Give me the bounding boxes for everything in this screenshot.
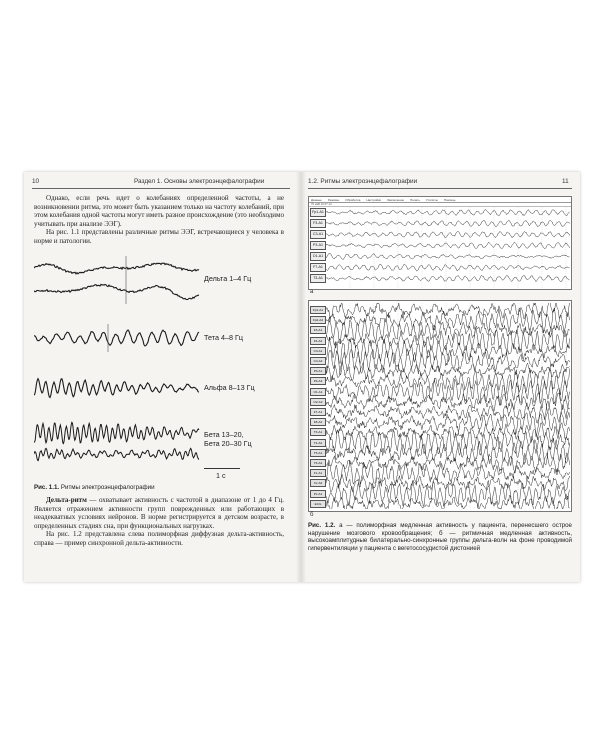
rhythm-alpha <box>34 370 284 406</box>
beta-label <box>204 430 252 448</box>
panel-b-letter: б <box>310 512 314 518</box>
alpha-label: Альфа 8–13 Гц <box>204 383 255 392</box>
paragraph-4: На рис. 1.2 представлена слева полиморфная диффузная дельта-активность, справа — пример синхронной дельта-активности. <box>34 530 284 547</box>
channel-label[interactable]: Cz-A2 <box>310 479 326 487</box>
eeg-traces-b <box>326 303 570 509</box>
channel-label[interactable]: F8-A2 <box>310 418 326 426</box>
left-running-head: Раздел 1. Основы электроэнцефалографии <box>134 178 265 185</box>
eeg-channel-trace <box>326 494 570 509</box>
right-running-head: 1.2. Ритмы электроэнцефалографии <box>308 178 418 185</box>
right-header-rule <box>308 188 572 189</box>
channel-label[interactable]: O1-A1 <box>310 252 326 261</box>
channel-label[interactable]: Pz-A1 <box>310 490 326 498</box>
eeg-channel-trace <box>326 379 570 405</box>
eeg-menu-item[interactable]: Помощь <box>443 197 456 202</box>
left-page-number: 10 <box>32 178 40 185</box>
eeg-channel-trace <box>326 275 570 282</box>
theta-label: Тета 4–8 Гц <box>204 333 243 342</box>
caption-number: Рис. 1.1. <box>34 484 60 491</box>
eeg-channel-trace <box>326 480 570 508</box>
channel-label[interactable]: T3-A1 <box>310 274 326 283</box>
paragraph-3: — охватывает активность с частотой в диапазоне от 1 до 4 Гц. Является отражением активности групп поврежденных или работающих в неадекватных условиях нейронов. В норме регистрируется в детском возрасте, в определенных стадиях сна, при функциональных нагрузках. <box>34 496 284 530</box>
eeg-channel-trace <box>326 253 570 259</box>
channel-label[interactable]: C3-A1 <box>310 347 326 355</box>
eeg-menu-item[interactable]: Утилиты <box>425 197 438 202</box>
beta-label-line-2: Бета 20–30 Гц <box>204 439 252 448</box>
left-body-top <box>34 194 284 246</box>
time-scale-bar <box>204 468 240 469</box>
eeg-channel-trace <box>326 220 570 226</box>
channel-label[interactable]: F3-A1 <box>310 219 326 228</box>
channel-label[interactable]: O2-A2 <box>310 398 326 406</box>
channel-label[interactable]: T4-A2 <box>310 439 326 447</box>
channel-label[interactable]: Fp2-A2 <box>310 316 326 324</box>
channel-label[interactable]: C3-A1 <box>310 230 326 239</box>
channel-label[interactable]: T6-A2 <box>310 459 326 467</box>
channel-label[interactable]: O1-A1 <box>310 388 326 396</box>
eeg-menu-item[interactable]: Настройки <box>366 197 382 202</box>
eeg-traces-a <box>326 207 570 289</box>
time-scale-label: 1 с <box>216 471 226 480</box>
caption-text: Ритмы электроэнцефалографии <box>60 484 155 491</box>
eeg-toolbar: 76 мкВ 10.07.14 <box>309 202 571 207</box>
channel-label[interactable]: F4-A2 <box>310 337 326 345</box>
left-body-bottom <box>34 496 284 548</box>
eeg-channel-trace <box>326 231 570 237</box>
delta-label: Дельта 1–4 Гц <box>204 274 252 283</box>
eeg-channel-trace <box>326 264 570 271</box>
channel-label[interactable]: C4-A2 <box>310 357 326 365</box>
eeg-channel-trace <box>326 303 570 319</box>
beta-trace-2 <box>34 448 199 460</box>
right-page <box>304 172 580 582</box>
theta-trace <box>34 330 199 346</box>
eeg-channel-trace <box>326 242 570 249</box>
channel-label[interactable]: P4-A2 <box>310 377 326 385</box>
eeg-channel-trace <box>326 474 570 492</box>
channel-label[interactable]: P3-A1 <box>310 241 326 250</box>
alpha-trace <box>34 379 199 398</box>
paragraph-1: Однако, если речь идет о колебаниях определенной частоты, а не возникновении ритма, это может быть указанием только на частоту колебаний, при этом колебания одной частоты могут иметь разное происхождение (это необходимо учитывать при анализе ЭЭГ). <box>34 194 284 228</box>
channel-label[interactable]: Fz-A1 <box>310 469 326 477</box>
delta-trace-2 <box>34 284 199 299</box>
beta-trace-1 <box>34 422 199 443</box>
rhythm-beta <box>34 420 284 468</box>
delta-trace-1 <box>34 263 199 274</box>
channel-label[interactable]: Fp1-A1 <box>310 208 326 217</box>
channel-label[interactable]: F7-A1 <box>310 408 326 416</box>
channel-label[interactable]: F3-A1 <box>310 326 326 334</box>
book-spread <box>24 172 580 582</box>
eeg-panel-a <box>308 196 572 290</box>
eeg-channel-trace <box>326 423 570 443</box>
eeg-menu-item[interactable]: Обработка <box>345 197 361 202</box>
delta-trace-svg <box>34 254 204 306</box>
rhythm-theta <box>34 322 284 354</box>
rhythm-delta <box>34 254 284 306</box>
channel-label[interactable]: Fp1-A1 <box>310 306 326 314</box>
eeg-channel-trace <box>326 401 570 424</box>
channel-label[interactable]: T5-A1 <box>310 449 326 457</box>
panel-a-letter: а <box>310 289 314 295</box>
delta-rhythm-term: Дельта-ритм <box>46 496 87 504</box>
left-header-rule <box>32 188 290 189</box>
alpha-trace-svg <box>34 370 204 406</box>
right-page-number: 11 <box>562 178 569 185</box>
eeg-menu-item[interactable]: Заключение <box>387 197 405 202</box>
beta-trace-svg <box>34 420 204 468</box>
eeg-channel-trace <box>326 210 570 216</box>
channel-label[interactable]: ECG <box>310 500 326 508</box>
caption-text: а — полиморфная медленная активность у пациента, перенесшего острое нарушение мозгового кровообращения; б — ритмичная медленная активность, высокоамплитудные билатерально-синхронные группы дельта-волн на фоне проводимой гипервентиляции у пациента с вегетососудистой дистонией <box>308 522 572 552</box>
left-page <box>24 172 298 582</box>
figure-1-2-caption <box>308 522 572 552</box>
channel-label[interactable]: T3-A1 <box>310 428 326 436</box>
eeg-panel-b <box>308 300 572 512</box>
eeg-menu-item[interactable]: Режимы <box>327 197 340 202</box>
channel-label[interactable]: F7-A1 <box>310 263 326 272</box>
beta-label-line-1: Бета 13–20, <box>204 430 244 439</box>
paragraph-2: На рис. 1.1 представлены различные ритмы ЭЭГ, встречающиеся у человека в норме и патологии. <box>34 228 284 245</box>
theta-trace-svg <box>34 322 204 354</box>
channel-label[interactable]: P3-A1 <box>310 367 326 375</box>
channel-label-column <box>309 207 325 289</box>
eeg-menu-item[interactable]: Данные <box>311 197 322 202</box>
eeg-menu-item[interactable]: Печать <box>410 197 420 202</box>
channel-label-column <box>309 305 325 509</box>
figure-1-1-caption <box>34 484 155 491</box>
eeg-channel-trace <box>326 308 570 334</box>
caption-number: Рис. 1.2. <box>308 522 336 529</box>
